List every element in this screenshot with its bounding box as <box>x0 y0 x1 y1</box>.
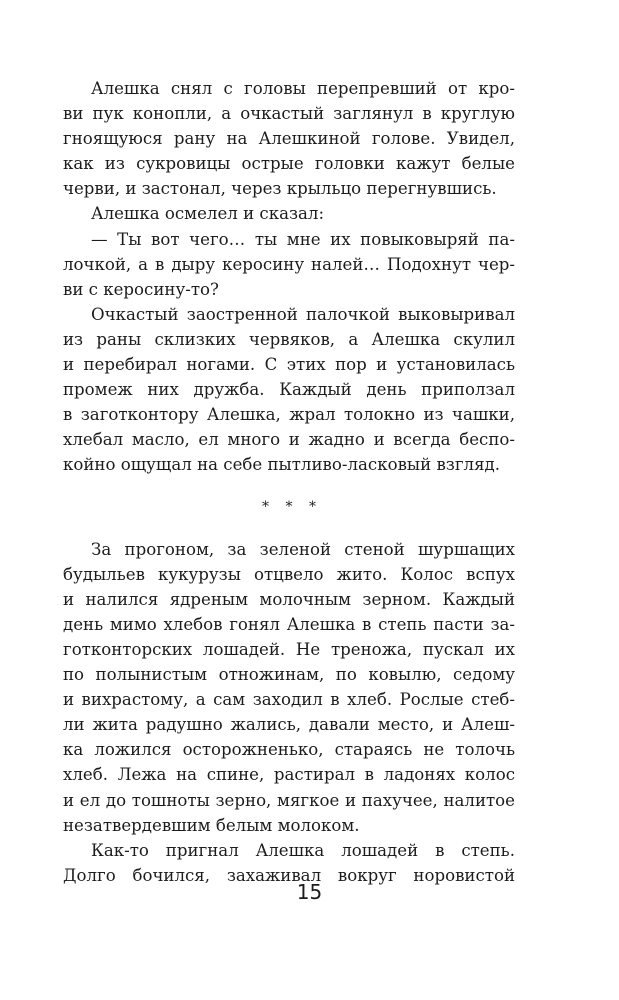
text-line: день мимо хлебов гонял Алешка в степь пасти за- <box>63 614 515 634</box>
text-line: и ел до тошноты зерно, мягкое и пахучее, налитое <box>63 790 515 810</box>
paragraph-5 <box>63 537 515 838</box>
paragraph-1 <box>63 76 515 201</box>
text-line: черви, и застонал, через крыльцо перегнувшись. <box>63 179 497 199</box>
text-block-bottom <box>63 537 515 888</box>
text-line: по полынистым отножинам, по ковылю, седому <box>63 665 515 685</box>
text-line: в заготконтору Алешка, жрал толокно из чашки, <box>63 405 515 425</box>
text-line: Долго бочился, захаживал вокруг норовистой <box>63 865 515 885</box>
section-separator: * * * <box>262 498 322 515</box>
text-line: койно ощущал на себе пытливо-ласковый взгляд. <box>63 455 501 475</box>
text-line: из раны склизких червяков, а Алешка скулил <box>63 329 515 349</box>
text-line: За прогоном, за зеленой стеной шуршащих <box>91 539 515 559</box>
text-line: незатвердевшим белым молоком. <box>63 815 360 835</box>
paragraph-2 <box>63 201 515 226</box>
paragraph-3-dialogue <box>63 227 515 302</box>
text-line: Алешка осмелел и сказал: <box>91 204 325 224</box>
text-line: ли жита радушно жались, давали место, и Алеш- <box>63 715 515 735</box>
page-number: 15 <box>296 880 323 904</box>
text-line: хлебал масло, ел много и жадно и всегда беспо- <box>63 430 515 450</box>
text-line: ви с керосину-то? <box>63 279 219 299</box>
text-line: Очкастый заостренной палочкой выковыривал <box>91 304 515 324</box>
text-line: хлеб. Лежа на спине, растирал в ладонях колос <box>63 765 515 785</box>
text-line: готконторских лошадей. Не треножа, пускал их <box>63 639 515 659</box>
text-block-top <box>63 76 515 478</box>
text-line: лочкой, а в дыру керосину налей… Подохнут чер- <box>63 254 515 274</box>
text-line: и вихрастому, а сам заходил в хлеб. Рослые стеб- <box>63 690 515 710</box>
text-line: ка ложился осторожненько, стараясь не толочь <box>63 740 515 760</box>
text-line: ви пук конопли, а очкастый заглянул в круглую <box>63 104 515 124</box>
text-line: будыльев кукурузы отцвело жито. Колос вспух <box>63 564 515 584</box>
text-line: гноящуюся рану на Алешкиной голове. Увидел, <box>63 129 515 149</box>
text-line: Как-то пригнал Алешка лошадей в степь. <box>91 840 515 860</box>
text-line: как из сукровицы острые головки кажут белые <box>63 154 515 174</box>
paragraph-4 <box>63 302 515 478</box>
text-line: промеж них дружба. Каждый день приползал <box>63 380 515 400</box>
page-text <box>63 76 515 888</box>
text-line: — Ты вот чего… ты мне их повыковыряй па- <box>91 229 515 249</box>
text-line: и перебирал ногами. С этих пор и установилась <box>63 355 515 375</box>
text-line: Алешка снял с головы перепревший от кро- <box>91 79 515 98</box>
text-line: и налился ядреным молочным зерном. Каждый <box>63 589 515 609</box>
